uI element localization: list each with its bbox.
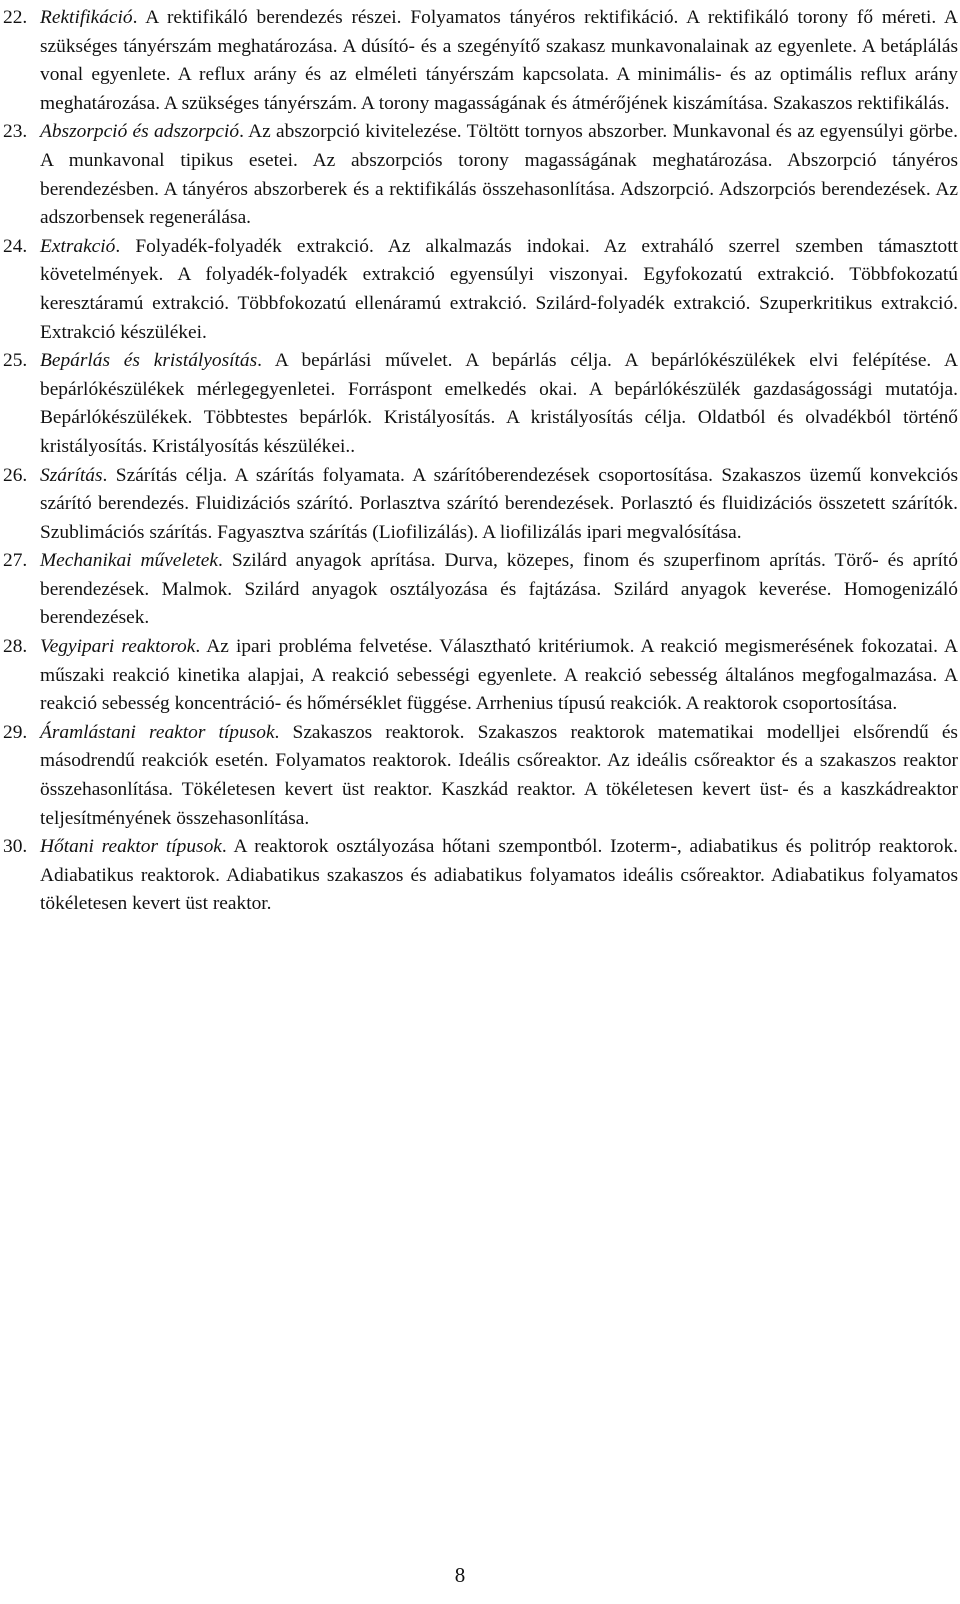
topic-item bbox=[3, 633, 958, 719]
topic-number: 28. bbox=[3, 636, 28, 658]
topic-number: 23. bbox=[3, 121, 28, 143]
topic-item bbox=[3, 233, 958, 347]
topic-number: 22. bbox=[3, 7, 28, 28]
page-number: 8 bbox=[454, 1563, 466, 1587]
topic-number: 24. bbox=[3, 235, 28, 257]
topic-body: . Az ipari probléma felvetése. Választható kritériumok. A reakció megismerésének fokozatai. A műszaki reakció kinetika alapjai, A reakció sebességi egyenlete. A reakció sebesség általános megfogalmazása. A reakció sebesség koncentráció- és hőmérséklet függése. Arrhenius típusú reakciók. A reaktorok csoportosítása. bbox=[40, 636, 958, 715]
topic-item bbox=[3, 719, 958, 833]
topic-list bbox=[3, 4, 958, 919]
topic-number: 27. bbox=[3, 550, 28, 572]
topic-title: Mechanikai műveletek bbox=[40, 550, 219, 572]
topic-title: Extrakció bbox=[40, 235, 116, 257]
topic-title: Vegyipari reaktorok bbox=[40, 636, 196, 658]
topic-item bbox=[3, 4, 958, 118]
topic-body: . Folyadék-folyadék extrakció. Az alkalmazás indokai. Az extraháló szerrel szemben támasztott követelmények. A folyadék-folyadék extrakció egyensúlyi viszonyai. Egyfokozatú extrakció. Többfokozatú keresztáramú extrakció. Többfokozatú ellenáramú extrakció. Szilárd-folyadék extrakció. Szuperkritikus extrakció. Extrakció készülékei. bbox=[40, 235, 958, 343]
topic-body: . Szakaszos reaktorok. Szakaszos reaktorok matematikai modelljei elsőrendű és másodrendű reakciók esetén. Folyamatos reaktorok. Ideális csőreaktor. Az ideális csőreaktor és a szakaszos reaktor összehasonlítása. Tökéletesen kevert üst reaktor. Kaszkád reaktor. A tökéletesen kevert üst- és a kaszkádreaktor teljesítményének összehasonlítása. bbox=[40, 721, 958, 829]
topic-item bbox=[3, 462, 958, 548]
topic-body: . A bepárlási művelet. A bepárlás célja. A bepárlókészülékek elvi felépítése. A bepárlókészülékek mérlegegyenletei. Forráspont emelkedés okai. A bepárlókészülék gazdaságossági mutatója. Bepárlókészülékek. Többtestes bepárlók. Kristályosítás. A kristályosítás célja. Oldatból és olvadékból történő kristályosítás. Kristályosítás készülékei.. bbox=[40, 350, 958, 457]
topic-title: Szárítás bbox=[40, 464, 103, 486]
topic-body: . Az abszorpció kivitelezése. Töltött tornyos abszorber. Munkavonal és az egyensúlyi görbe. A munkavonal tipikus esetei. Az abszorpciós torony magasságának meghatározása. Abszorpció tányéros berendezésben. A tányéros abszorberek és a rektifikálás összehasonlítása. Adszorpció. Adszorpciós berendezések. Az adszorbensek regenerálása. bbox=[40, 121, 958, 229]
topic-item bbox=[3, 347, 958, 461]
topic-number: 25. bbox=[3, 350, 28, 372]
topic-title: Bepárlás és kristályosítás bbox=[40, 350, 258, 372]
topic-title: Abszorpció és adszorpció bbox=[40, 121, 240, 143]
topic-number: 26. bbox=[3, 464, 28, 486]
topic-title: Hőtani reaktor típusok bbox=[40, 836, 222, 858]
topic-body: . A reaktorok osztályozása hőtani szempontból. Izoterm-, adiabatikus és politróp reaktorok. Adiabatikus reaktorok. Adiabatikus szakaszos és adiabatikus folyamatos ideális csőreaktor. Adiabatikus folyamatos tökéletesen kevert üst reaktor. bbox=[40, 836, 959, 915]
topic-item bbox=[3, 118, 958, 232]
topic-body: . Szárítás célja. A szárítás folyamata. A szárítóberendezések csoportosítása. Szakaszos üzemű konvekciós szárító berendezés. Fluidizációs szárító. Porlasztva szárító berendezések. Porlasztó és fluidizációs összetett szárítók. Szublimációs szárítás. Fagyasztva szárítás (Liofilizálás). A liofilizálás ipari megvalósítása. bbox=[40, 464, 958, 543]
topic-title: Rektifikáció bbox=[40, 7, 133, 28]
topic-title: Áramlástani reaktor típusok bbox=[40, 721, 275, 743]
topic-number: 30. bbox=[3, 836, 28, 858]
topic-item bbox=[3, 547, 958, 633]
topic-body: . A rektifikáló berendezés részei. Folyamatos tányéros rektifikáció. A rektifikáló torony fő méreti. A szükséges tányérszám meghatározása. A dúsító- és a szegényítő szakasz munkavonalainak az egyenlete. A betáplálás vonal egyenlete. A reflux arány és az elméleti tányérszám kapcsolata. A minimális- és az optimális reflux arány meghatározása. A szükséges tányérszám. A torony magasságának és átmérőjének kiszámítása. Szakaszos rektifikálás. bbox=[40, 7, 958, 114]
topic-item bbox=[3, 833, 958, 919]
topic-number: 29. bbox=[3, 721, 28, 743]
topic-body: . Szilárd anyagok aprítása. Durva, közepes, finom és szuperfinom aprítás. Törő- és aprító berendezések. Malmok. Szilárd anyagok osztályozása és fajtázása. Szilárd anyagok keverése. Homogenizáló berendezések. bbox=[40, 550, 958, 629]
